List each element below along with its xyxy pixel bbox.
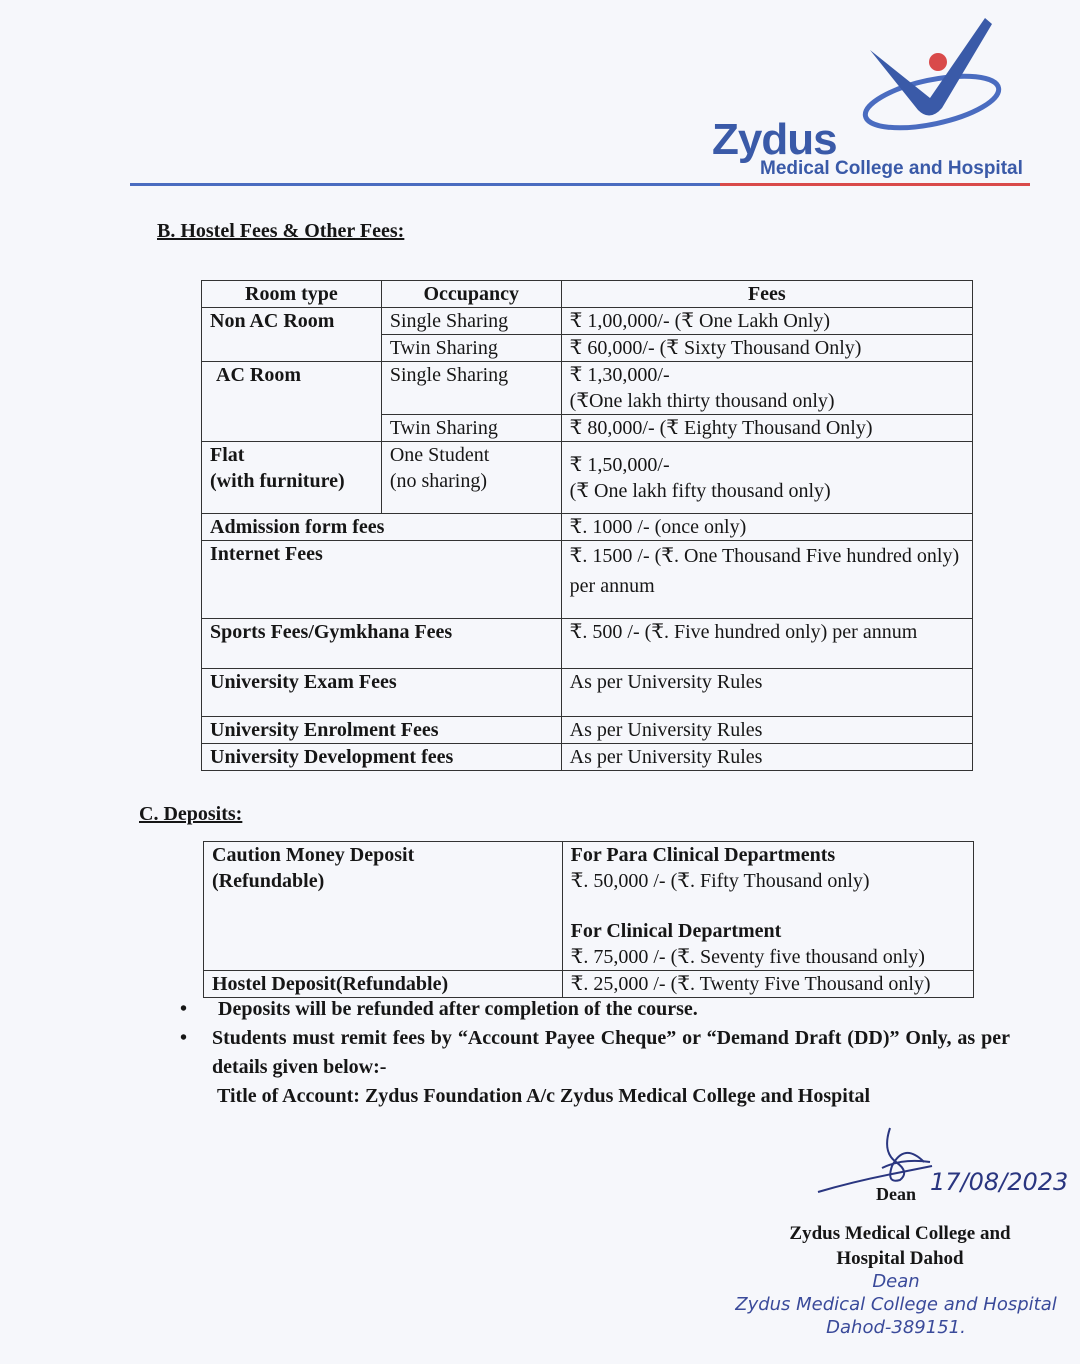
logo-wordmark: Zydus: [712, 115, 837, 164]
table-row: [202, 619, 973, 669]
fee-cell: [561, 442, 972, 514]
dean-label: Dean: [876, 1184, 916, 1204]
other-fee-value: ₹. 1500 /- (₹. One Thousand Five hundred only) per annum: [561, 541, 972, 619]
fee-cell: [561, 362, 972, 415]
caution-label-line: (Refundable): [212, 870, 325, 892]
logo-subtitle: Medical College and Hospital: [760, 158, 1023, 179]
table-row: [202, 442, 973, 514]
table-row: [204, 842, 974, 971]
other-fee-label: University Enrolment Fees: [202, 717, 562, 744]
fee-line: (₹ One lakh fifty thousand only): [569, 479, 831, 502]
occupancy-line: One Student: [389, 444, 490, 466]
table-row: [202, 541, 973, 619]
header-rule-red: [720, 183, 1030, 186]
room-flat: [202, 442, 382, 514]
notes-list: [180, 995, 1010, 1082]
table-row: [202, 669, 973, 717]
fee-line: ₹ 1,50,000/-: [569, 453, 670, 476]
logo-emblem-icon: [860, 10, 1010, 140]
header-occupancy: Occupancy: [381, 281, 561, 308]
fee-cell: ₹ 1,00,000/- (₹ One Lakh Only): [561, 308, 972, 335]
signature-org-line: Zydus Medical College and: [789, 1223, 1011, 1244]
other-fee-label: University Development fees: [202, 744, 562, 771]
hostel-section-title: B. Hostel Fees & Other Fees:: [157, 220, 405, 242]
occupancy-line: (no sharing): [389, 470, 488, 492]
note-text: Students must remit fees by “Account Payee Cheque” or “Demand Draft (DD)” Only, as per details given below:-: [212, 1027, 1010, 1078]
room-ac-label: AC Room: [216, 364, 301, 386]
signature-org-line: Hospital Dahod: [836, 1248, 964, 1269]
table-header-row: [202, 281, 973, 308]
other-fee-value: As per University Rules: [561, 744, 972, 771]
fee-line: ₹ 1,30,000/-: [569, 364, 670, 386]
bullet-icon: •: [180, 1027, 188, 1049]
caution-label-line: Caution Money Deposit: [212, 844, 415, 866]
note-text: Deposits will be refunded after completion of the course.: [218, 998, 698, 1020]
account-title: Title of Account: Zydus Foundation A/c Zydus Medical College and Hospital: [217, 1085, 871, 1107]
other-fee-value: ₹. 1000 /- (once only): [561, 514, 972, 541]
other-fee-label: Sports Fees/Gymkhana Fees: [202, 619, 562, 669]
bullet-icon: •: [180, 998, 188, 1020]
deposits-section-title: C. Deposits:: [139, 803, 243, 825]
other-fee-label: Internet Fees: [202, 541, 562, 619]
header: [0, 0, 1080, 195]
room-non-ac: Non AC Room: [202, 308, 382, 362]
notes: [180, 995, 1010, 1111]
caution-deposit-label: [204, 842, 563, 971]
other-fee-value: As per University Rules: [561, 717, 972, 744]
other-fee-value: As per University Rules: [561, 669, 972, 717]
caution-deposit-value: [562, 842, 973, 971]
table-row: [202, 514, 973, 541]
dean-stamp: [735, 1270, 1057, 1339]
clinical-value: ₹. 75,000 /- (₹. Seventy five thousand only): [570, 946, 925, 968]
other-fee-value: ₹. 500 /- (₹. Five hundred only) per annum: [561, 619, 972, 669]
hostel-deposit-value: ₹. 25,000 /- (₹. Twenty Five Thousand only): [562, 971, 973, 998]
table-row: [202, 362, 973, 415]
header-room-type: Room type: [202, 281, 382, 308]
hostel-deposit-label: Hostel Deposit(Refundable): [204, 971, 563, 998]
other-fee-label: Admission form fees: [202, 514, 562, 541]
stamp-line: Zydus Medical College and Hospital: [735, 1294, 1057, 1315]
deposits-table: [203, 841, 974, 998]
table-row: [204, 971, 974, 998]
table-row: [202, 308, 973, 335]
occupancy-cell: Single Sharing: [381, 362, 561, 415]
fee-cell: ₹ 60,000/- (₹ Sixty Thousand Only): [561, 335, 972, 362]
para-clinical-heading: For Para Clinical Departments: [570, 844, 836, 866]
hostel-fees-table: [201, 280, 973, 771]
fee-cell: ₹ 80,000/- (₹ Eighty Thousand Only): [561, 415, 972, 442]
occupancy-cell: Twin Sharing: [381, 335, 561, 362]
room-flat-line: Flat: [210, 444, 245, 466]
occupancy-cell: Single Sharing: [381, 308, 561, 335]
table-row: [202, 744, 973, 771]
signature-date: 17/08/2023: [930, 1168, 1069, 1196]
list-item: [180, 995, 1010, 1024]
occupancy-cell: Twin Sharing: [381, 415, 561, 442]
fee-line: (₹One lakh thirty thousand only): [569, 390, 835, 412]
occupancy-cell: [381, 442, 561, 514]
signature-org: [770, 1221, 1030, 1271]
para-clinical-value: ₹. 50,000 /- (₹. Fifty Thousand only): [570, 870, 870, 892]
header-rule-blue: [130, 183, 720, 186]
list-item: [180, 1024, 1010, 1082]
stamp-line: Dahod-389151.: [826, 1317, 966, 1338]
spacer: [571, 894, 965, 918]
other-fee-label: University Exam Fees: [202, 669, 562, 717]
stamp-line: Dean: [872, 1271, 920, 1292]
table-row: [202, 717, 973, 744]
clinical-heading: For Clinical Department: [570, 920, 782, 942]
header-fees: Fees: [561, 281, 972, 308]
room-ac: [202, 362, 382, 442]
room-flat-line: (with furniture): [210, 470, 345, 492]
